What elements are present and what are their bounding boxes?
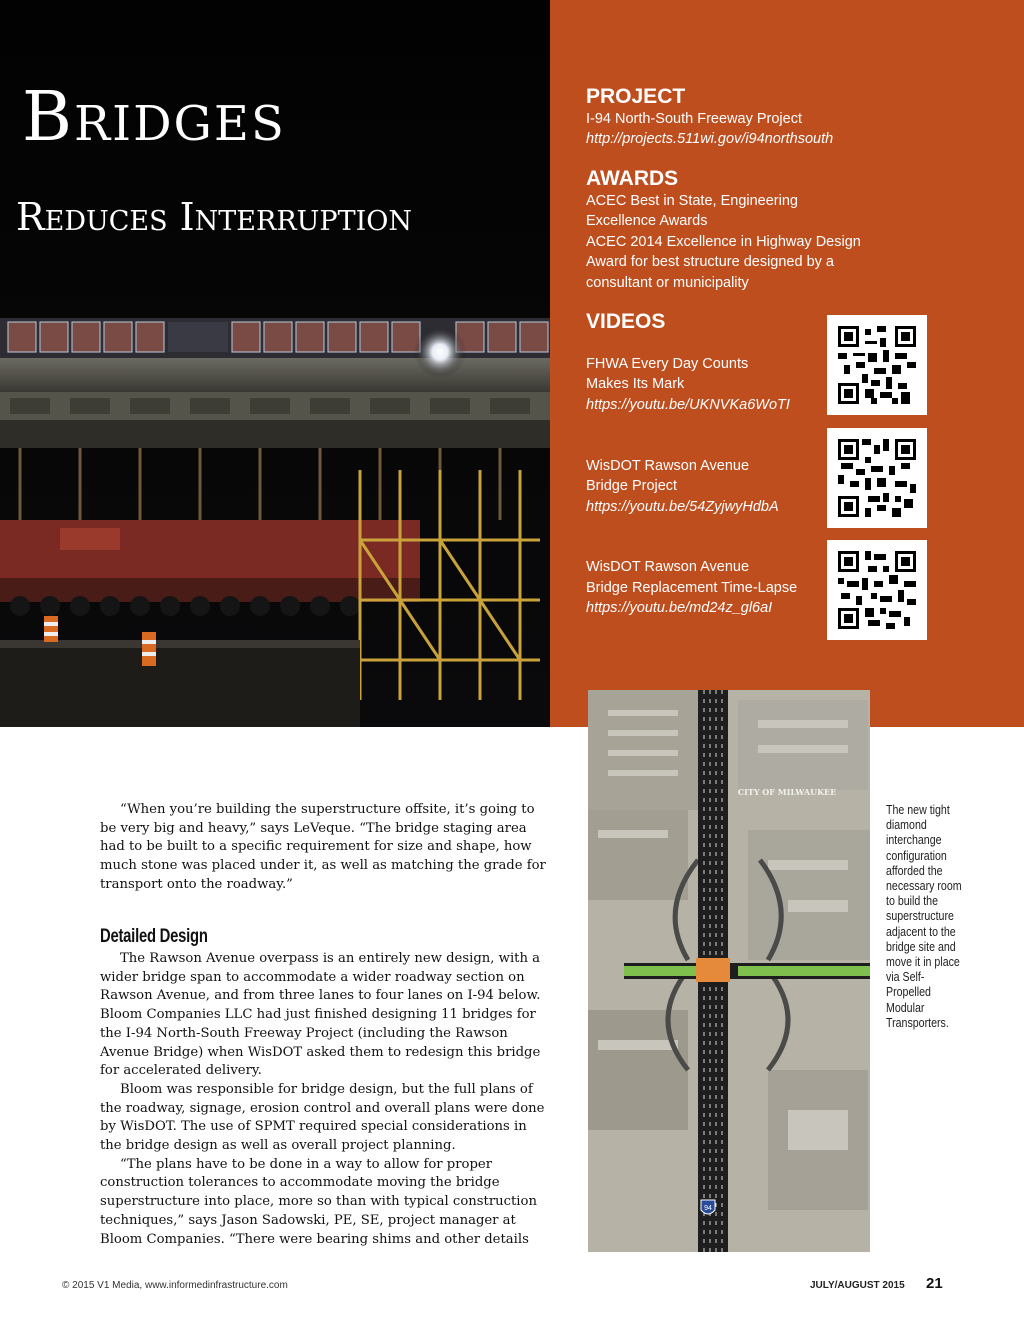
award-line: ACEC Best in State, Engineering	[586, 193, 798, 209]
video-2-subtitle: Bridge Project	[586, 478, 678, 494]
video-2-link[interactable]: https://youtu.be/54ZyjwyHdbA	[586, 499, 779, 515]
award-line: Excellence Awards	[586, 213, 708, 229]
qr-code-pattern	[838, 551, 916, 629]
quote-paragraph: “When you’re building the superstructure offsite, it’s going to be very big and heavy,” says LeVeque. “The bridge staging area had to be built to a specific requirement for size and shape, how much stone was placed under it, as well as matching the grade for transport onto the roadway.”	[100, 802, 546, 892]
awards-heading: AWARDS	[586, 167, 679, 190]
i94-shield-label: 94	[704, 1205, 712, 1212]
qr-code-icon[interactable]	[827, 315, 927, 415]
video-3-link[interactable]: https://youtu.be/md24z_gl6aI	[586, 600, 773, 616]
aerial-interchange-photo	[588, 690, 870, 1252]
page-number: 21	[926, 1275, 943, 1292]
issue-date: JULY/AUGUST 2015	[810, 1280, 905, 1291]
videos-heading: VIDEOS	[586, 310, 666, 333]
copyright: © 2015 V1 Media, www.informedinfrastructure.com	[62, 1280, 288, 1291]
hero-photo	[0, 0, 550, 727]
paragraph: Bloom was responsible for bridge design, but the full plans of the roadway, signage, erosion control and overall plans were done by WisDOT. The use of SPMT required special considerations in the bridge design as well as overall project planning.	[100, 1081, 545, 1154]
city-label: CITY OF MILWAUKEE	[737, 787, 837, 797]
video-3-subtitle: Bridge Replacement Time-Lapse	[586, 580, 798, 596]
page-title: Bridges	[22, 78, 286, 157]
paragraph: The Rawson Avenue overpass is an entirely new design, with a wider bridge span to accommodate a wider roadway section on Rawson Avenue, and from three lanes to four lanes on I-94 below. Bloom Companies LLC had just finished designing 11 bridges for the I-94 North-South Freeway Project (including the Rawson Avenue Bridge) when WisDOT asked them to redesign this bridge for accelerated delivery.	[100, 951, 541, 1079]
article-quote	[100, 801, 552, 895]
award-line: consultant or municipality	[586, 275, 749, 291]
video-1-title: FHWA Every Day Counts	[586, 356, 749, 372]
qr-code-pattern	[838, 326, 916, 404]
qr-code-pattern	[838, 439, 916, 517]
page-subtitle: Reduces Interruption	[16, 195, 413, 239]
project-heading: PROJECT	[586, 85, 686, 108]
article-body	[100, 950, 552, 1249]
video-1-subtitle: Makes Its Mark	[586, 376, 685, 392]
photo-caption: The new tight diamond interchange configuration afforded the necessary room to build the superstructure adjacent to the bridge site and move it in place via Self-Propelled Modular Transporters.	[886, 803, 962, 1030]
video-1-link[interactable]: https://youtu.be/UKNVKa6WoTI	[586, 397, 790, 413]
award-line: Award for best structure designed by a	[586, 254, 834, 270]
qr-code-icon[interactable]	[827, 540, 927, 640]
qr-code-icon[interactable]	[827, 428, 927, 528]
video-3-title: WisDOT Rawson Avenue	[586, 559, 750, 575]
award-line: ACEC 2014 Excellence in Highway Design	[586, 234, 861, 250]
aerial-map-illustration	[588, 690, 870, 1252]
project-name: I-94 North-South Freeway Project	[586, 111, 802, 127]
project-sidebar	[550, 0, 1024, 727]
section-heading: Detailed Design	[100, 926, 208, 947]
project-link[interactable]: http://projects.511wi.gov/i94northsouth	[586, 131, 834, 147]
paragraph: “The plans have to be done in a way to allow for proper construction tolerances to accommodate moving the bridge superstructure into place, more so than with typical construction techniques,” says Jason Sadowski, PE, SE, project manager at Bloom Companies. “There were bearing shims and other details	[100, 1156, 537, 1247]
video-2-title: WisDOT Rawson Avenue	[586, 458, 750, 474]
